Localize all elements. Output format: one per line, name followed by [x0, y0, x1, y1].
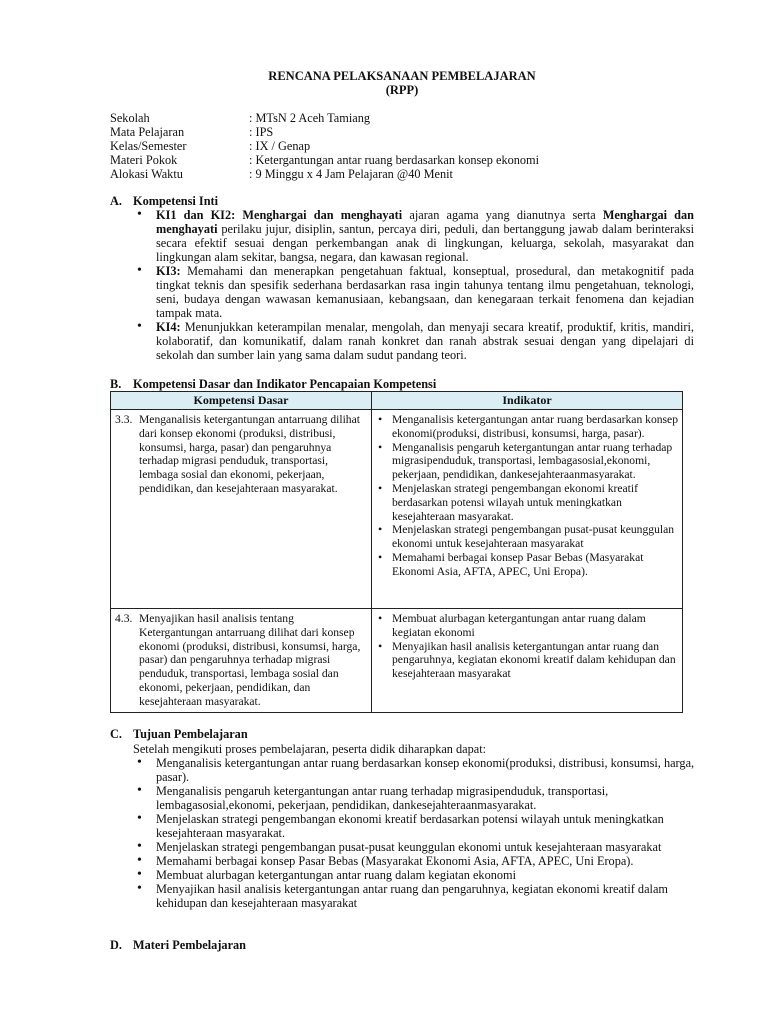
kd-text: Menganalisis ketergantungan antarruang dilihat dari konsep ekonomi (produksi, distribusi, konsumsi, harga, pasar) dan pengaruhnya terhadap migrasi penduduk, transportasi, lembaga sosial dan ekonomi, pekerjaan, pendidikan, dan kesejahteraan masyarakat. [139, 413, 360, 495]
list-item-ki1 [133, 208, 694, 264]
kd-item [115, 612, 367, 709]
identity-row-materi [110, 153, 539, 167]
list-item: • Menganalisis ketergantungan antar ruang berdasarkan konsep ekonomi(produksi, distribusi, konsumsi, harga, pasar). [133, 756, 703, 784]
identity-block [110, 111, 539, 181]
section-title: Kompetensi Inti [133, 194, 219, 208]
list-item: • Menjelaskan strategi pengembangan pusat-pusat keunggulan ekonomi untuk kesejahteraan masyarakat [133, 840, 703, 854]
list-item: • Memahami berbagai konsep Pasar Bebas (Masyarakat Ekonomi Asia, AFTA, APEC, Uni Eropa). [376, 551, 678, 579]
section-title: Tujuan Pembelajaran [133, 727, 248, 741]
list-item-ki4 [133, 320, 694, 362]
identity-label: Sekolah [110, 111, 150, 125]
section-title: Materi Pembelajaran [133, 938, 247, 952]
document-title: RENCANA PELAKSANAAN PEMBELAJARAN [268, 69, 536, 83]
table-row [111, 609, 683, 713]
kd-number: 3.3. [115, 413, 133, 426]
tujuan-list [133, 756, 703, 910]
identity-value: : IX / Genap [249, 139, 311, 153]
list-item: • Menganalisis pengaruh ketergantungan antar ruang terhadap migrasipenduduk, transportasi, lembagasosial,ekonomi, pekerjaan, pendidikan, dankesejahteraanmasyarakat. [376, 441, 678, 482]
list-item: • Menganalisis ketergantungan antar ruang berdasarkan konsep ekonomi(produksi, distribusi, konsumsi, harga, pasar). [376, 413, 678, 441]
section-d-heading [110, 938, 246, 952]
section-b-heading [110, 377, 436, 391]
ki-emphasis: Menghargai dan menghayati [156, 208, 695, 236]
kd-number: 4.3. [115, 612, 133, 625]
table-header-kd: Kompetensi Dasar [111, 392, 372, 410]
indikator-list [376, 413, 678, 579]
identity-label: Materi Pokok [110, 153, 178, 167]
list-item: • Membuat alurbagan ketergantungan antar ruang dalam kegiatan ekonomi [376, 612, 678, 640]
identity-label: Alokasi Waktu [110, 167, 183, 181]
identity-row-sekolah [110, 111, 539, 125]
section-title: Kompetensi Dasar dan Indikator Pencapaian Kompetensi [133, 377, 437, 391]
table-header-indikator: Indikator [372, 392, 683, 410]
table-cell-indikator [372, 410, 683, 609]
identity-value: : IPS [249, 125, 274, 139]
table-header-row [111, 392, 683, 410]
identity-value: : Ketergantungan antar ruang berdasarkan konsep ekonomi [249, 153, 540, 167]
list-item: • Menyajikan hasil analisis ketergantungan antar ruang dan pengaruhnya, kegiatan ekonomi kreatif dalam kehidupan dan kesejahteraan masyarakat [133, 882, 703, 910]
section-a-heading [110, 194, 218, 208]
identity-row-kelas [110, 139, 539, 153]
kompetensi-inti-list [133, 208, 694, 362]
table-cell-kd [111, 609, 372, 713]
list-item: • Menganalisis pengaruh ketergantungan antar ruang terhadap migrasipenduduk, transportasi, lembagasosial,ekonomi, pekerjaan, pendidikan, dankesejahteraanmasyarakat. [133, 784, 703, 812]
identity-row-mapel [110, 125, 539, 139]
ki-text: ajaran agama yang dianutnya serta [409, 208, 596, 222]
kd-item [115, 413, 367, 496]
ki-text: perilaku jujur, disiplin, santun, percaya diri, peduli, dan bertanggung jawab dalam berinteraksi secara efektif sesuai dengan perkembangan anak di lingkungan, keluarga, sekolah, masyarakat dan lingkungan alam sekitar, bangsa, negara, dan kawasan regional. [156, 222, 695, 264]
list-item: • Menjelaskan strategi pengembangan ekonomi kreatif berdasarkan potensi wilayah untuk meningkatkan kesejahteraan masyarakat. [133, 812, 703, 840]
ki-text: Menunjukkan keterampilan menalar, mengolah, dan menyaji secara kreatif, produktif, kritis, mandiri, kolaboratif, dan komunikatif, dalam ranah konkret dan ranah abstrak sesuai dengan yang dipelajari di sekolah dan sumber lain yang sama dalam sudut pandang teori. [156, 320, 695, 362]
list-item: • Memahami berbagai konsep Pasar Bebas (Masyarakat Ekonomi Asia, AFTA, APEC, Uni Eropa). [133, 854, 703, 868]
section-letter: D. [110, 938, 122, 952]
identity-value: : MTsN 2 Aceh Tamiang [249, 111, 371, 125]
indikator-list [376, 612, 678, 681]
table-row [111, 410, 683, 609]
document-subtitle: (RPP) [385, 83, 419, 97]
list-item: • Menjelaskan strategi pengembangan pusat-pusat keunggulan ekonomi untuk kesejahteraan masyarakat [376, 523, 678, 551]
kompetensi-table [110, 391, 683, 713]
identity-label: Kelas/Semester [110, 139, 187, 153]
identity-row-alokasi [110, 167, 539, 181]
table-cell-kd [111, 410, 372, 609]
list-item: • Menyajikan hasil analisis ketergantungan antar ruang dan pengaruhnya, kegiatan ekonomi kreatif dalam kehidupan dan kesejahteraan masyarakat [376, 640, 678, 681]
ki-label: KI4: [156, 320, 181, 334]
section-letter: C. [110, 727, 122, 741]
ki-text: Memahami dan menerapkan pengetahuan faktual, konseptual, prosedural, dan metakognitif pada tingkat teknis dan spesifik sederhana berdasarkan rasa ingin tahunya tentang ilmu pengetahuan, teknologi, seni, budaya dengan wawasan kemanusiaan, kebangsaan, dan kenegaraan terkait fenomena dan kejadian tampak mata. [156, 264, 695, 320]
ki-label: KI3: [156, 264, 181, 278]
section-letter: A. [110, 194, 122, 208]
ki-emphasis: Menghargai dan menghayati [242, 208, 403, 222]
section-c-heading [110, 727, 248, 741]
tujuan-intro: Setelah mengikuti proses pembelajaran, peserta didik diharapkan dapat: [133, 742, 487, 756]
list-item: • Membuat alurbagan ketergantungan antar ruang dalam kegiatan ekonomi [133, 868, 703, 882]
list-item-ki3 [133, 264, 694, 320]
identity-value: : 9 Minggu x 4 Jam Pelajaran @40 Menit [249, 167, 453, 181]
table-cell-indikator [372, 609, 683, 713]
section-letter: B. [110, 377, 122, 391]
list-item: • Menjelaskan strategi pengembangan ekonomi kreatif berdasarkan potensi wilayah untuk meningkatkan kesejahteraan masyarakat. [376, 482, 678, 523]
kd-text: Menyajikan hasil analisis tentang Ketergantungan antarruang dilihat dari konsep ekonomi (produksi, distribusi, konsumsi, harga, pasar) dan pengaruhnya terhadap migrasi penduduk, transportasi, lembaga sosial dan ekonomi, pekerjaan, pendidikan, dan kesejahteraan masyarakat. [139, 612, 361, 708]
identity-label: Mata Pelajaran [110, 125, 185, 139]
ki-label: KI1 dan KI2: [156, 208, 236, 222]
